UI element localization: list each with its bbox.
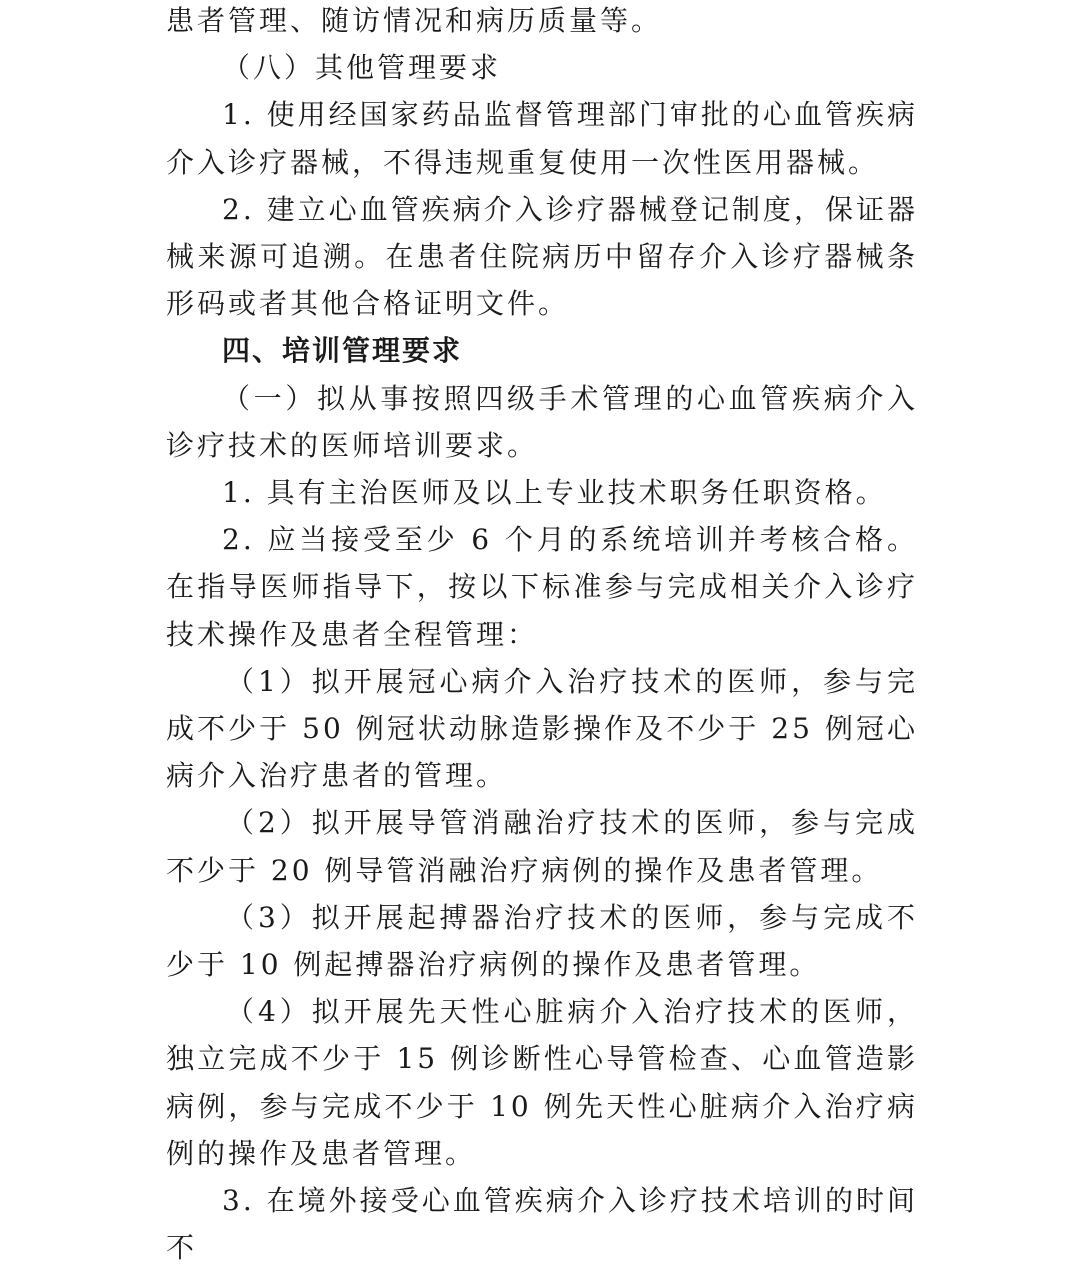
document-body (166, 0, 918, 1271)
paragraph-congenital: （4）拟开展先天性心脏病介入治疗技术的医师，独立完成不少于 15 例诊断性心导管检查、心血管造影病例，参与完成不少于 10 例先天性心脏病介入治疗病例的操作及患者管理。 (166, 995, 918, 1170)
section-heading-training: 四、培训管理要求 (222, 334, 463, 368)
paragraph-qualification: 1. 具有主治医师及以上专业技术职务任职资格。 (222, 476, 887, 510)
paragraph-continuation: 患者管理、随访情况和病历质量等。 (166, 4, 663, 37)
paragraph-training-requirements-intro: （一）拟从事按照四级手术管理的心血管疾病介入诊疗技术的医师培训要求。 (166, 381, 918, 462)
paragraph-ablation: （2）拟开展导管消融治疗技术的医师，参与完成不少于 20 例导管消融治疗病例的操作及患者管理。 (166, 806, 918, 887)
paragraph-device-approval: 1. 使用经国家药品监督管理部门审批的心血管疾病介入诊疗器械，不得违规重复使用一次性医用器械。 (166, 98, 918, 179)
paragraph-training-duration: 2. 应当接受至少 6 个月的系统培训并考核合格。在指导医师指导下，按以下标准参与完成相关介入诊疗技术操作及患者全程管理： (166, 523, 918, 651)
paragraph-device-registration: 2. 建立心血管疾病介入诊疗器械登记制度，保证器械来源可追溯。在患者住院病历中留存介入诊疗器械条形码或者其他合格证明文件。 (166, 192, 918, 321)
paragraph-pacemaker: （3）拟开展起搏器治疗技术的医师，参与完成不少于 10 例起搏器治疗病例的操作及患者管理。 (166, 900, 918, 982)
section-other-requirements-title: （八）其他管理要求 (222, 51, 502, 85)
paragraph-overseas-training: 3. 在境外接受心血管疾病介入诊疗技术培训的时间不 (166, 1184, 918, 1265)
paragraph-coronary: （1）拟开展冠心病介入治疗技术的医师，参与完成不少于 50 例冠状动脉造影操作及不少于 25 例冠心病介入治疗患者的管理。 (166, 664, 918, 793)
